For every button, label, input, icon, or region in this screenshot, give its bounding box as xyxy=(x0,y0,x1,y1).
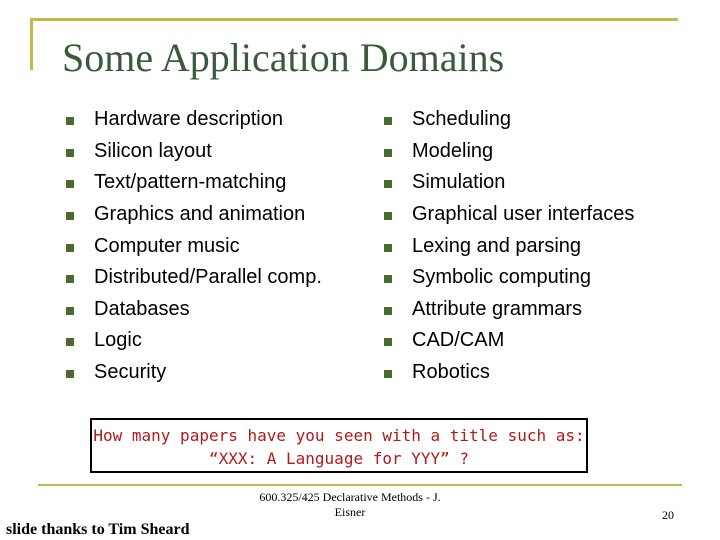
bullet-icon xyxy=(384,275,392,283)
list-item-label: Logic xyxy=(94,329,142,352)
list-item xyxy=(384,294,704,326)
list-item xyxy=(384,167,704,199)
right-bullet-list xyxy=(384,104,704,388)
question-callout xyxy=(90,418,588,473)
list-item-label: Lexing and parsing xyxy=(412,234,582,257)
list-item-label: Distributed/Parallel comp. xyxy=(94,266,322,289)
question-line-1: How many papers have you seen with a title such as: xyxy=(93,426,585,445)
bullet-icon xyxy=(66,307,74,315)
list-item xyxy=(384,325,704,357)
list-item xyxy=(66,357,366,389)
slide-credit: slide thanks to Tim Sheard xyxy=(6,521,190,538)
left-bullet-list xyxy=(66,104,366,388)
bullet-icon xyxy=(66,244,74,252)
frame-top-line xyxy=(30,18,678,21)
list-item-label: Graphics and animation xyxy=(94,203,306,226)
list-item-label: Silicon layout xyxy=(94,139,212,162)
bullet-icon xyxy=(66,275,74,283)
list-item-label: Simulation xyxy=(412,171,506,194)
list-item xyxy=(66,262,366,294)
list-item xyxy=(66,167,366,199)
bullet-icon xyxy=(66,180,74,188)
bullet-icon xyxy=(384,212,392,220)
list-item-label: Hardware description xyxy=(94,108,283,131)
list-item-label: Text/pattern-matching xyxy=(94,171,287,194)
list-item xyxy=(66,325,366,357)
bullet-icon xyxy=(66,370,74,378)
bullet-icon xyxy=(66,149,74,157)
list-item xyxy=(66,199,366,231)
list-item xyxy=(66,104,366,136)
list-item xyxy=(66,294,366,326)
list-item-label: Modeling xyxy=(412,139,494,162)
slide-title: Some Application Domains xyxy=(62,35,505,80)
question-line-2: “XXX: A Language for YYY” ? xyxy=(208,449,470,468)
list-item xyxy=(384,357,704,389)
bullet-icon xyxy=(384,149,392,157)
bullet-icon xyxy=(384,307,392,315)
list-item-label: Scheduling xyxy=(412,108,511,131)
bullet-icon xyxy=(384,338,392,346)
list-item-label: Security xyxy=(94,361,167,384)
frame-left-line xyxy=(30,18,33,70)
footer-divider xyxy=(38,484,682,486)
bullet-icon xyxy=(384,117,392,125)
list-item xyxy=(66,136,366,168)
list-item xyxy=(384,230,704,262)
list-item-label: Attribute grammars xyxy=(412,297,583,320)
list-item xyxy=(384,199,704,231)
list-item xyxy=(66,230,366,262)
list-item-label: Robotics xyxy=(412,361,490,384)
bullet-icon xyxy=(66,117,74,125)
list-item xyxy=(384,262,704,294)
bullet-icon xyxy=(384,244,392,252)
bullet-icon xyxy=(66,212,74,220)
bullet-icon xyxy=(384,180,392,188)
list-item-label: Symbolic computing xyxy=(412,266,591,289)
bullet-icon xyxy=(384,370,392,378)
course-footer: 600.325/425 Declarative Methods - J. Eisner xyxy=(259,490,441,519)
list-item-label: CAD/CAM xyxy=(412,329,505,352)
list-item-label: Computer music xyxy=(94,234,240,257)
page-number: 20 xyxy=(662,508,674,522)
list-item-label: Graphical user interfaces xyxy=(412,203,635,226)
list-item-label: Databases xyxy=(94,297,190,320)
list-item xyxy=(384,104,704,136)
bullet-icon xyxy=(66,338,74,346)
list-item xyxy=(384,136,704,168)
